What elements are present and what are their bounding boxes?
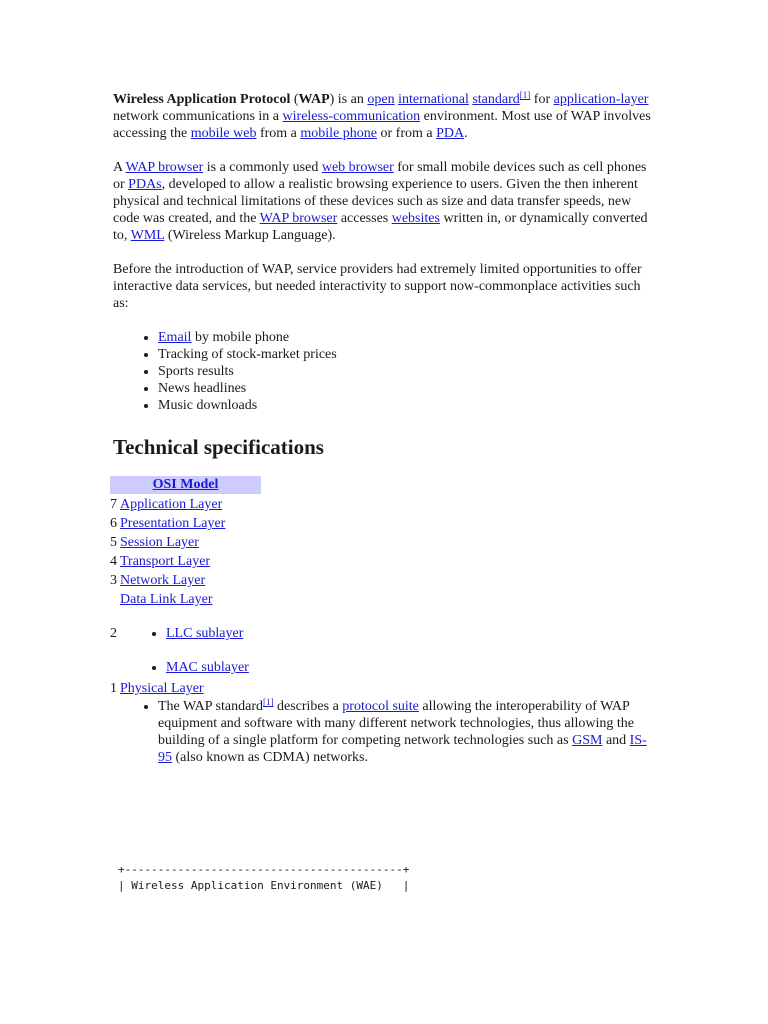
text: for small mobile devices such as cell phones or [113,160,647,192]
text: ) is an [329,92,368,107]
link-mac-sublayer[interactable]: MAC sublayer [166,660,249,675]
link-pdas[interactable]: PDAs [128,177,162,192]
link-websites[interactable]: websites [391,211,440,226]
layer-number: 4 [110,554,117,569]
text: allowing the interoperability of WAP equipment and software with many different network technologies, thus allowing the building of a single platform for competing network technologies such as [158,699,635,748]
text: (also known as CDMA) networks. [172,750,368,765]
activities-list [113,329,658,414]
layer-number: 6 [110,516,117,531]
osi-model-table [110,476,658,698]
link-physical-layer[interactable]: Physical Layer [120,681,204,696]
list-item: • Sports results [158,363,658,380]
layer-number: 3 [110,573,117,588]
text: , developed to allow a realistic browsing experience to users. Given the then inherent physical and technical limitations of these devices such as size and data transfer speeds, new code was created, and the [113,177,638,226]
link-gsm[interactable]: GSM [572,733,603,748]
text: The WAP standard [158,699,263,714]
text: accesses [337,211,392,226]
text: environment. Most use of WAP involves accessing the [113,109,651,141]
text: describes a [273,699,343,714]
link-wml[interactable]: WML [130,228,165,243]
sublayer-list [120,624,249,677]
link-email[interactable]: Email [158,330,192,345]
layer-number: 7 [110,497,117,512]
article-body [110,90,658,766]
link-is-95[interactable]: IS-95 [158,733,647,765]
text: . [464,126,468,141]
sublayer-row [110,624,658,677]
layer-number [110,590,120,609]
link-international[interactable]: international [398,92,469,107]
intro-paragraph [113,91,658,142]
text: for [530,92,554,107]
reference-1-b[interactable]: [1] [262,697,274,707]
link-transport-layer[interactable]: Transport Layer [120,554,211,569]
list-item [166,624,249,643]
text: ( [290,92,299,107]
link-data-link-layer[interactable]: Data Link Layer [120,592,213,607]
osi-layer-row [110,552,658,571]
osi-layer-row [110,533,658,552]
text: by mobile phone [191,330,290,345]
osi-layer-row [110,514,658,533]
standard-description-list [113,698,658,766]
link-osi-model[interactable]: OSI Model [152,477,219,492]
link-web-browser[interactable]: web browser [321,160,394,175]
wap-abbr: WAP [298,92,330,107]
link-network-layer[interactable]: Network Layer [120,573,206,588]
osi-layer-row [110,571,658,590]
link-llc-sublayer[interactable]: LLC sublayer [166,626,244,641]
link-application-layer-osi[interactable]: Application Layer [120,497,223,512]
link-presentation-layer[interactable]: Presentation Layer [120,516,226,531]
list-item: • Tracking of stock-market prices [158,346,658,363]
list-item: • Music downloads [158,397,658,414]
section-heading: Technical specifications [113,435,324,459]
osi-layer-row [110,590,658,609]
osi-model-header [110,476,261,494]
wap-title: Wireless Application Protocol [113,92,291,107]
link-protocol-suite[interactable]: protocol suite [342,699,419,714]
osi-layer-row [110,495,658,514]
ascii-line: +------------------------------------------+ [118,863,410,876]
list-item [158,698,658,766]
layer-number: 1 [110,681,117,696]
text: or from a [377,126,437,141]
before-paragraph: Before the introduction of WAP, service providers had extremely limited opportunities to offer interactive data services, but needed interactivity to support now-commonplace activities such as: [113,262,642,311]
reference-1[interactable]: [1] [519,90,531,100]
link-wap-browser-2[interactable]: WAP browser [259,211,338,226]
list-item: • News headlines [158,380,658,397]
browser-paragraph [113,159,658,244]
text: from a [256,126,301,141]
osi-layer-row [110,679,658,698]
list-item [166,658,249,677]
link-session-layer[interactable]: Session Layer [120,535,199,550]
text: A [113,160,126,175]
link-wap-browser[interactable]: WAP browser [125,160,204,175]
layer-number: 2 [110,626,117,641]
text: network communications in a [113,109,283,124]
link-open[interactable]: open [367,92,395,107]
text: (Wireless Markup Language). [164,228,336,243]
link-mobile-web[interactable]: mobile web [190,126,257,141]
text: and [602,733,630,748]
protocol-stack-diagram [118,862,409,894]
link-application-layer[interactable]: application-layer [553,92,649,107]
link-mobile-phone[interactable]: mobile phone [300,126,378,141]
text: is a commonly used [203,160,322,175]
ascii-line: | Wireless Application Environment (WAE) | [118,879,410,892]
text: written in, or dynamically converted to, [113,211,648,243]
link-pda[interactable]: PDA [436,126,465,141]
link-standard[interactable]: standard [472,92,520,107]
list-item [158,329,658,346]
link-wireless-communication[interactable]: wireless-communication [282,109,421,124]
layer-number: 5 [110,535,117,550]
